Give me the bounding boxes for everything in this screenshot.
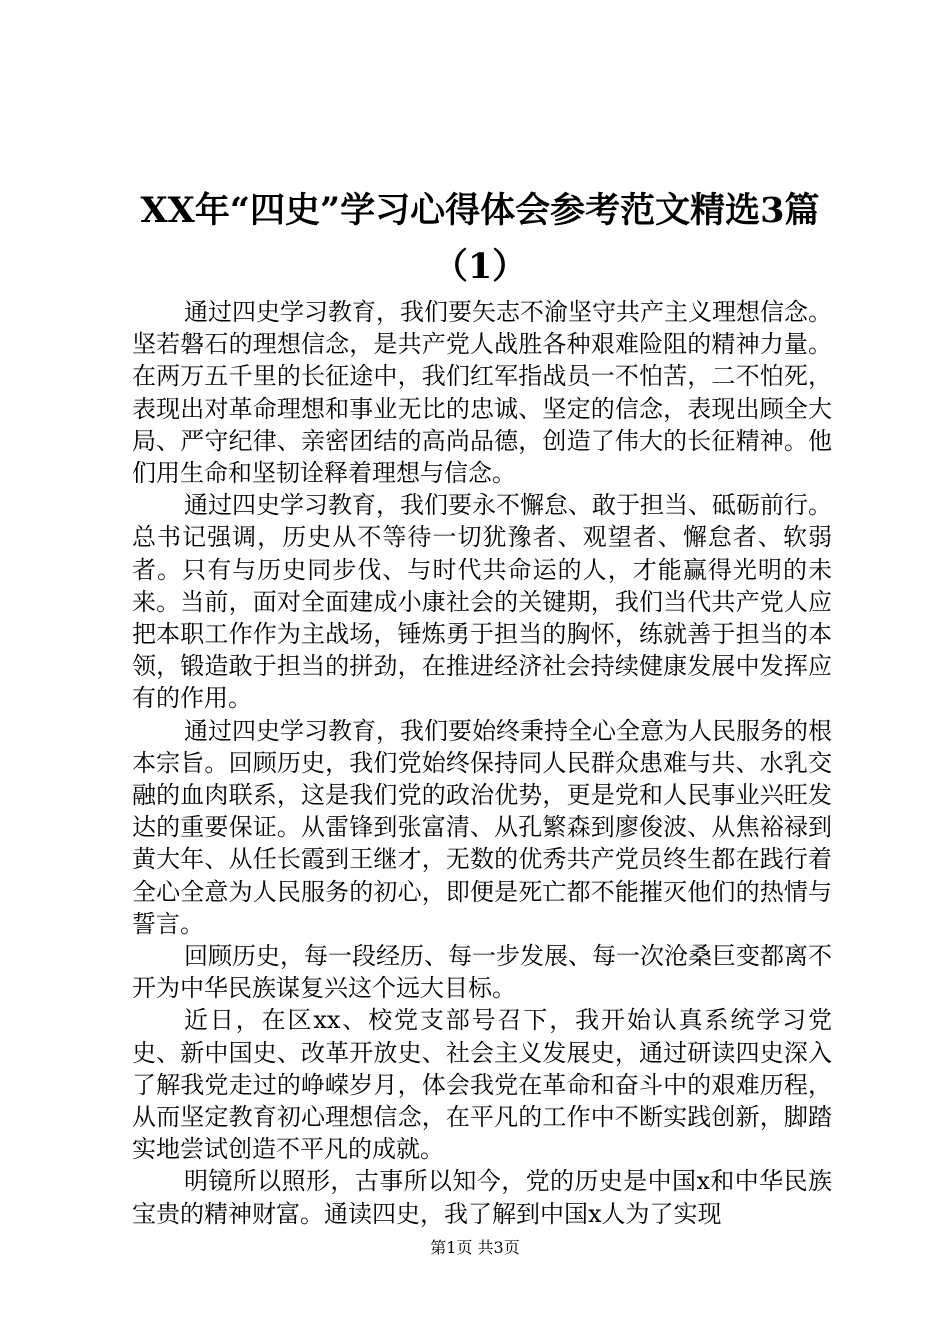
title-line-2: （1） [432,246,528,288]
document-title [110,183,850,295]
paragraph-2: 通过四史学习教育，我们要永不懈怠、敢于担当、砥砺前行。总书记强调，历史从不等待一切犹豫者、观望者、懈怠者、软弱者。只有与历史同步伐、与时代共命运的人，才能赢得光明的未来。当前，面对全面建成小康社会的关键期，我们当代共产党人应把本职工作作为主战场，锤炼勇于担当的胸怀，练就善于担当的本领，锻造敢于担当的拼劲，在推进经济社会持续健康发展中发挥应有的作用。 [132,491,832,713]
page-footer [0,1238,950,1258]
title-line-1: XX年“四史”学习心得体会参考范文精选3篇 [140,190,820,232]
paragraph-4: 回顾历史，每一段经历、每一步发展、每一次沧桑巨变都离不开为中华民族谋复兴这个远大目标。 [132,942,832,1003]
paragraph-3: 通过四史学习教育，我们要始终秉持全心全意为人民服务的根本宗旨。回顾历史，我们党始终保持同人民群众患难与共、水乳交融的血肉联系，这是我们党的政治优势，更是党和人民事业兴旺发达的重要保证。从雷锋到张富清、从孔繁森到廖俊波、从焦裕禄到黄大年、从任长霞到王继才，无数的优秀共产党员终生都在践行着全心全意为人民服务的初心，即便是死亡都不能摧灭他们的热情与誓言。 [132,716,832,938]
paragraph-6: 明镜所以照形，古事所以知今，党的历史是中国x和中华民族宝贵的精神财富。通读四史，我了解到中国x人为了实现 [132,1167,832,1228]
paragraph-5: 近日，在区xx、校党支部号召下，我开始认真系统学习党史、新中国史、改革开放史、社会主义发展史，通过研读四史深入了解我党走过的峥嵘岁月，体会我党在革命和奋斗中的艰难历程，从而坚定教育初心理想信念，在平凡的工作中不断实践创新，脚踏实地尝试创造不平凡的成就。 [132,1006,832,1164]
page-number: 第1页 共3页 [430,1238,520,1257]
document-body [132,296,832,1230]
paragraph-1: 通过四史学习教育，我们要矢志不渝坚守共产主义理想信念。坚若磐石的理想信念，是共产党人战胜各种艰难险阻的精神力量。在两万五千里的长征途中，我们红军指战员一不怕苦，二不怕死，表现出对革命理想和事业无比的忠诚、坚定的信念，表现出顾全大局、严守纪律、亲密团结的高尚品德，创造了伟大的长征精神。他们用生命和坚韧诠释着理想与信念。 [132,298,832,488]
